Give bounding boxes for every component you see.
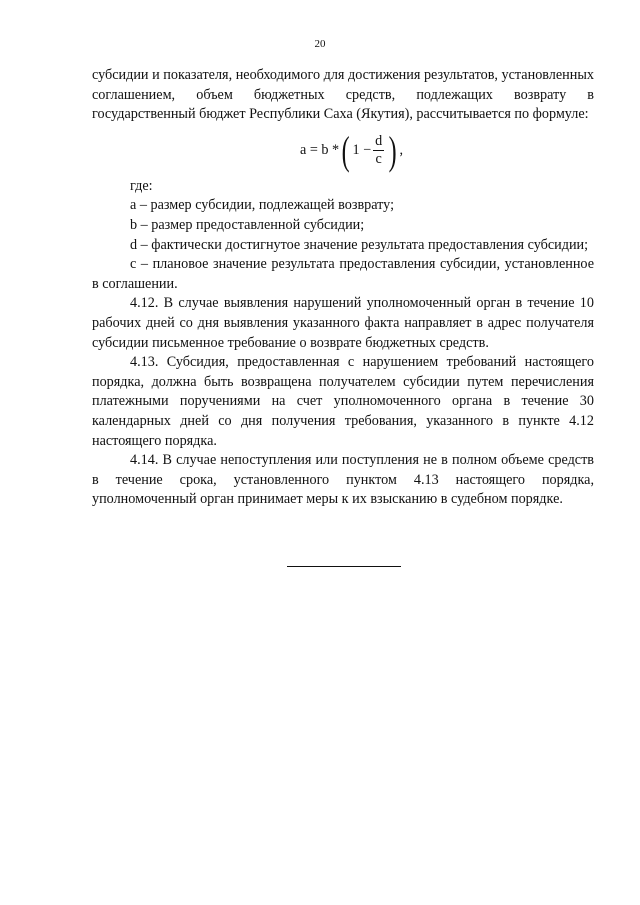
clause-4-12: 4.12. В случае выявления нарушений уполномоченный орган в течение 10 рабочих дней со дня выявления указанного факта направляет в адрес получателя субсидии письменное требование о возврате бюджетных средств. <box>92 295 594 351</box>
clause-4-14: 4.14. В случае непоступления или поступления не в полном объеме средств в течение срока, установленного пунктом 4.13 настоящего порядка, уполномоченный орган принимает меры к их взысканию в судебном порядке. <box>92 452 594 508</box>
formula-trailing: , <box>399 141 404 158</box>
formula-numerator: d <box>375 133 383 150</box>
clause-4-13: 4.13. Субсидия, предоставленная с нарушением требований настоящего порядка, должна быть возвращена получателем субсидии путем перечисления платежными поручениями на счет уполномоченного органа в течение 30 календарных дней со дня получения требования, указанного в пункте 4.12 настоящего порядка. <box>92 354 594 449</box>
definition-d: d – фактически достигнутое значение результата предоставления субсидии; <box>130 236 589 253</box>
paragraph-formula-intro: субсидии и показателя, необходимого для достижения результатов, установленных соглашением, объем бюджетных средств, подлежащих возврату в государственный бюджет Республики Саха (Якутия), рассчитывается по формуле: <box>92 67 594 123</box>
definition-a: а – размер субсидии, подлежащей возврату; <box>130 197 395 214</box>
formula-block <box>92 125 594 177</box>
definition-c: с – плановое значение результата предоставления субсидии, установленное в соглашении. <box>92 256 594 292</box>
page-number: 20 <box>314 38 326 50</box>
paragraph-where: где: <box>130 177 153 194</box>
return-formula <box>300 127 404 173</box>
formula-close-paren: ) <box>388 127 397 173</box>
document-body <box>92 66 594 510</box>
end-separator-line <box>287 566 401 567</box>
formula-one-minus: 1 − <box>352 141 372 158</box>
formula-lhs: a = b * <box>300 141 340 158</box>
definition-b: b – размер предоставленной субсидии; <box>130 216 365 233</box>
formula-denominator: c <box>375 151 382 168</box>
formula-open-paren: ( <box>341 127 350 173</box>
formula-fraction <box>373 133 384 168</box>
